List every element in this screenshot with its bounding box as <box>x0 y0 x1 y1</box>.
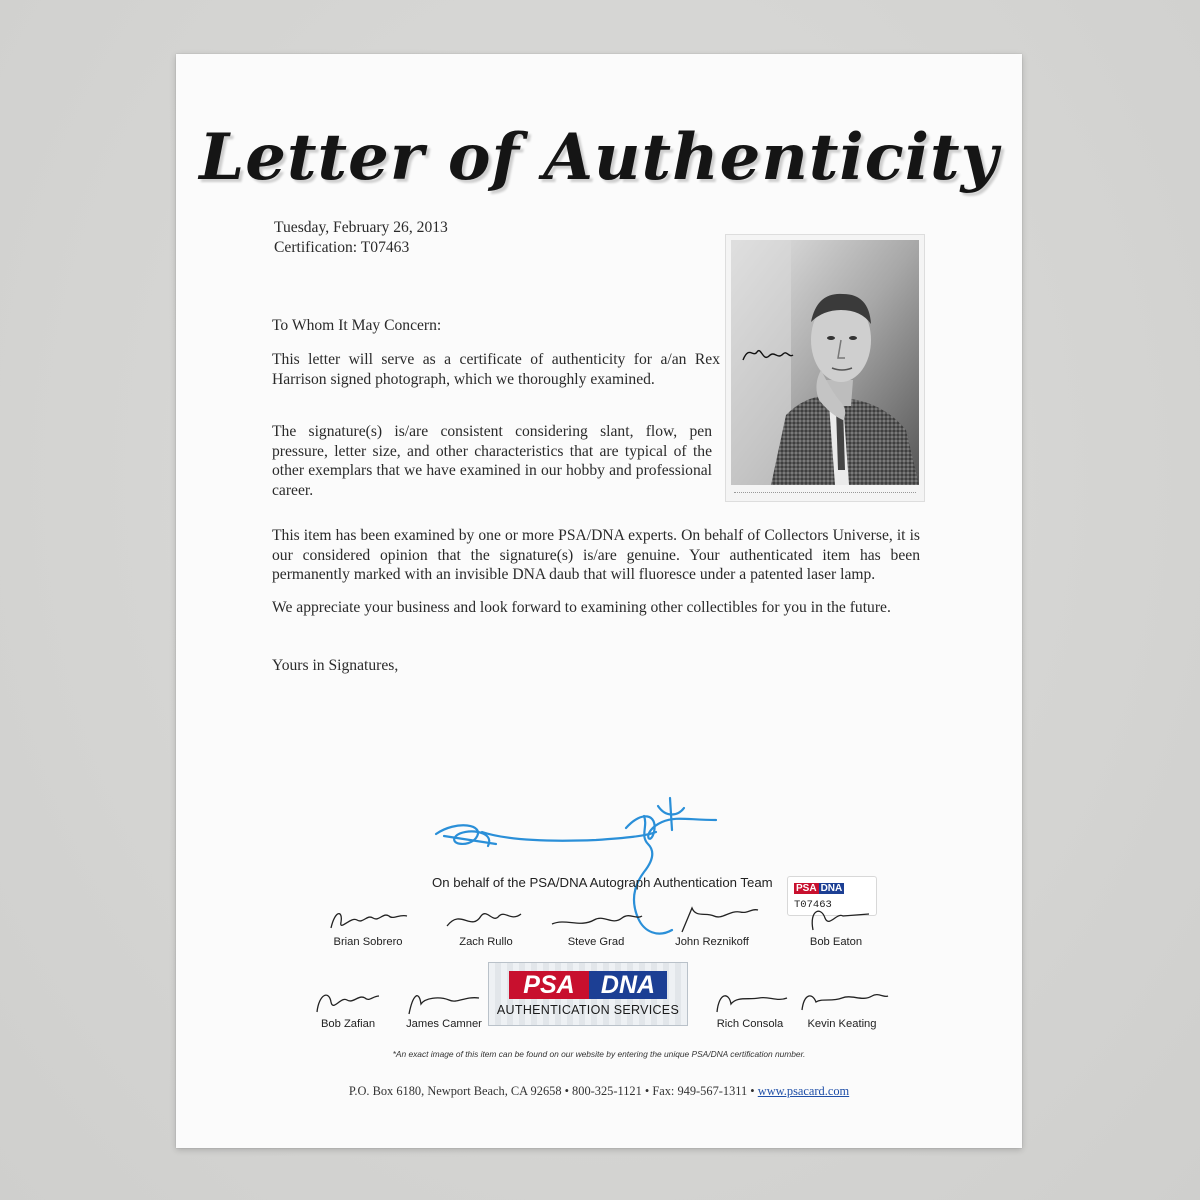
signer-bob-eaton <box>776 902 896 949</box>
signer-name: Bob Zafian <box>320 1018 376 1030</box>
signer-name: John Reznikoff <box>675 936 749 948</box>
sticker-dna: DNA <box>820 883 843 894</box>
signature-john-reznikoff <box>662 902 762 936</box>
signature-brian-sobrero <box>323 902 413 936</box>
letter-page <box>176 54 1022 1148</box>
photo-caption-line <box>734 492 916 497</box>
website-link[interactable]: www.psacard.com <box>757 1084 850 1098</box>
letter-paragraph-3: This item has been examined by one or more PSA/DNA experts. On behalf of Collectors Universe, it is our considered opinion that the signature(s) is/are genuine. Your authenticated item has been permanently marked with an invisible DNA daub that will fluoresce under a patented laser lamp. <box>272 527 920 583</box>
portrait-image <box>731 240 919 485</box>
signed-photograph <box>725 234 925 502</box>
signer-name: Kevin Keating <box>807 1018 877 1030</box>
page-title: Letter of Authenticity <box>199 120 999 195</box>
letter-closing: Yours in Signatures, <box>272 657 399 674</box>
letter-date: Tuesday, February 26, 2013 <box>274 219 448 236</box>
signer-name: Brian Sobrero <box>333 936 403 948</box>
sticker-psa: PSA <box>796 883 817 894</box>
certification-number: Certification: T07463 <box>274 239 410 256</box>
signer-zach-rullo <box>426 902 546 949</box>
signature-james-camner <box>399 984 489 1018</box>
signature-bob-zafian <box>303 984 393 1018</box>
footer-address <box>176 1084 1022 1099</box>
signature-bob-eaton <box>791 902 881 936</box>
letter-paragraph-4: We appreciate your business and look forward to examining other collectibles for you in the future. <box>272 599 891 616</box>
signer-james-camner <box>384 984 504 1031</box>
logo-dna: DNA <box>589 971 667 999</box>
signature-kevin-keating <box>792 984 892 1018</box>
signer-name: Zach Rullo <box>459 936 513 948</box>
signer-john-reznikoff <box>652 902 772 949</box>
signer-kevin-keating <box>782 984 902 1031</box>
signer-name: James Camner <box>406 1018 482 1030</box>
letter-paragraph-1: This letter will serve as a certificate of authenticity for a/an Rex Harrison signed photograph, which we thoroughly examined. <box>272 351 720 388</box>
sticker-logo <box>794 883 844 895</box>
team-line: On behalf of the PSA/DNA Autograph Authentication Team <box>432 875 773 890</box>
logo-bar <box>509 971 667 999</box>
logo-services-text: AUTHENTICATION SERVICES <box>496 1003 680 1017</box>
signer-brian-sobrero <box>308 902 428 949</box>
sticker-number: T07463 <box>794 899 832 911</box>
psa-dna-authentication-logo <box>488 962 688 1026</box>
letter-greeting: To Whom It May Concern: <box>272 317 442 334</box>
signature-zach-rullo <box>441 902 531 936</box>
signer-name: Steve Grad <box>567 936 625 948</box>
signature-steve-grad <box>546 902 646 936</box>
signer-steve-grad <box>536 902 656 949</box>
logo-psa: PSA <box>509 971 589 999</box>
footnote: *An exact image of this item can be found on our website by entering the unique PSA/DNA certification number. <box>392 1049 806 1059</box>
signer-name: Rich Consola <box>716 1018 784 1030</box>
letter-paragraph-2: The signature(s) is/are consistent considering slant, flow, pen pressure, letter size, and other characteristics that are typical of the other exemplars that we have examined in our hobby and professional career. <box>272 423 712 499</box>
address-text: P.O. Box 6180, Newport Beach, CA 92658 • 800-325-1121 • Fax: 949-567-1311 • <box>348 1084 755 1098</box>
signer-name: Bob Eaton <box>809 936 863 948</box>
